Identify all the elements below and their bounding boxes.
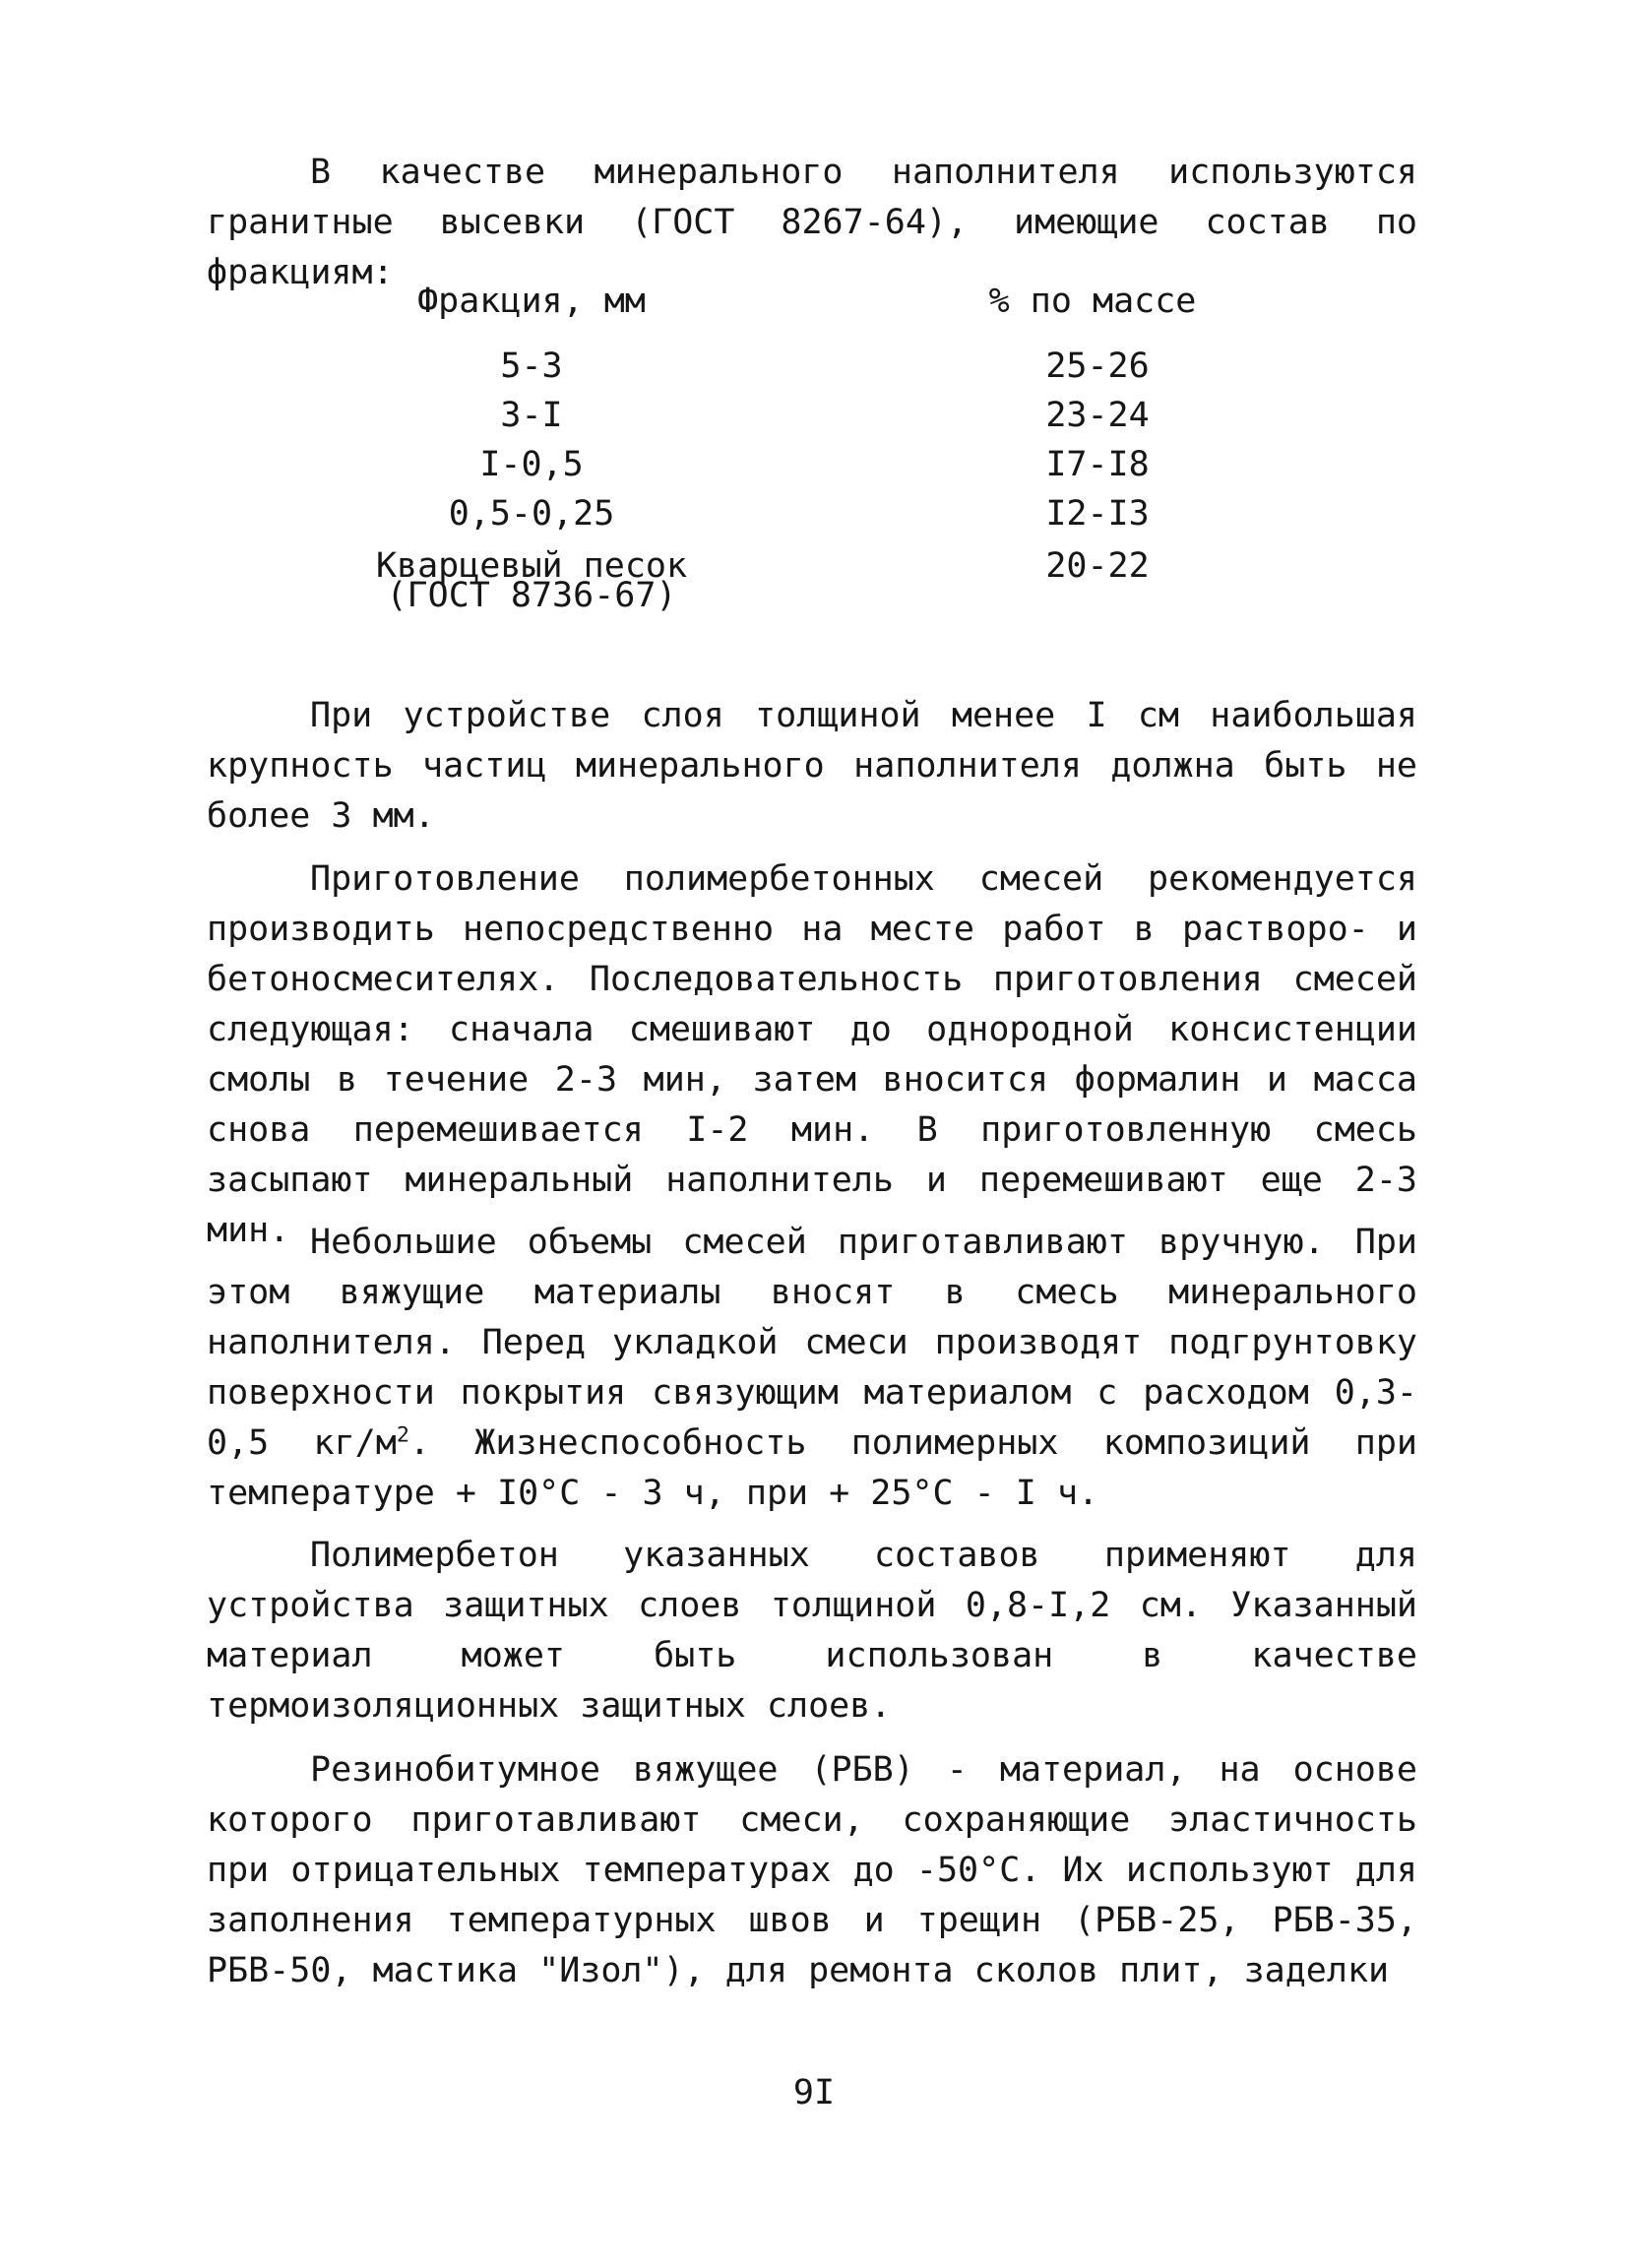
- table-cell-fraction: 0,5-0,25: [448, 494, 615, 534]
- paragraph-rubber-bitumen: Резинобитумное вяжущее (РБВ) - материал, на основе которого приготавливают смеси, сохраняющие эластичность при отрицательных температурах до -50°C. Их используют для заполнения температурных швов и трещин (РБВ-25, РБВ-35, РБВ-50, мастика "Изол"), для ремонта сколов плит, заделки: [207, 1750, 1417, 1990]
- table-cell-fraction: I-0,5: [479, 445, 584, 484]
- table-cell-fraction: 5-3: [500, 346, 563, 386]
- paragraph-layer-thickness: При устройстве слоя толщиной менее I см наибольшая крупность частиц минерального наполнителя должна быть не более 3 мм.: [207, 696, 1417, 836]
- paragraph-mineral-filler: В качестве минерального наполнителя используются гранитные высевки (ГОСТ 8267-64), имеющие состав по фракциям:: [207, 153, 1417, 292]
- page-number: 9I: [792, 2073, 836, 2112]
- paragraph-polymer-concrete-usage: Полимербетон указанных составов применяют для устройства защитных слоев толщиной 0,8-I,2 см. Указанный материал может быть использован в качестве термоизоляционных защитных слоев.: [207, 1536, 1417, 1726]
- table-cell-fraction: 3-I: [500, 396, 563, 435]
- table-header-mass-percent: % по массе: [988, 282, 1197, 321]
- table-cell-mass: 20-22: [1045, 546, 1150, 586]
- table-cell-mass: I2-I3: [1045, 494, 1150, 534]
- table-cell-mass: 23-24: [1045, 396, 1150, 435]
- paragraph-mixture-preparation: Приготовление полимербетонных смесей рекомендуется производить непосредственно на месте работ в растворо- и бетоносмесителях. Последовательность приготовления смесей следующая: сначала смешивают до однородной консистенции смолы в течение 2-3 мин, затем вносится формалин и масса снова перемешивается I-2 мин. В приготовленную смесь засыпают минеральный наполнитель и перемешивают еще 2-3 мин.: [207, 859, 1417, 1250]
- paragraph-manual-preparation: Небольшие объемы смесей приготавливают вручную. При этом вяжущие материалы вносят в смесь минерального наполнителя. Перед укладкой смеси производят подгрунтовку поверхности покрытия связующим материалом с расходом 0,3-0,5 $кг/м^2$. Жизнеспособность полимерных композиций при температуре + I0°C - 3 ч, при + 25°C - I ч.: [207, 1223, 1417, 1513]
- table-header-fraction: Фракция, мм: [417, 282, 646, 321]
- table-cell-mass: 25-26: [1045, 346, 1150, 386]
- table-cell-fraction: (ГОСТ 8736-67): [386, 576, 677, 615]
- table-cell-fraction: Кварцевый песок: [375, 546, 688, 586]
- table-cell-mass: I7-I8: [1045, 445, 1150, 484]
